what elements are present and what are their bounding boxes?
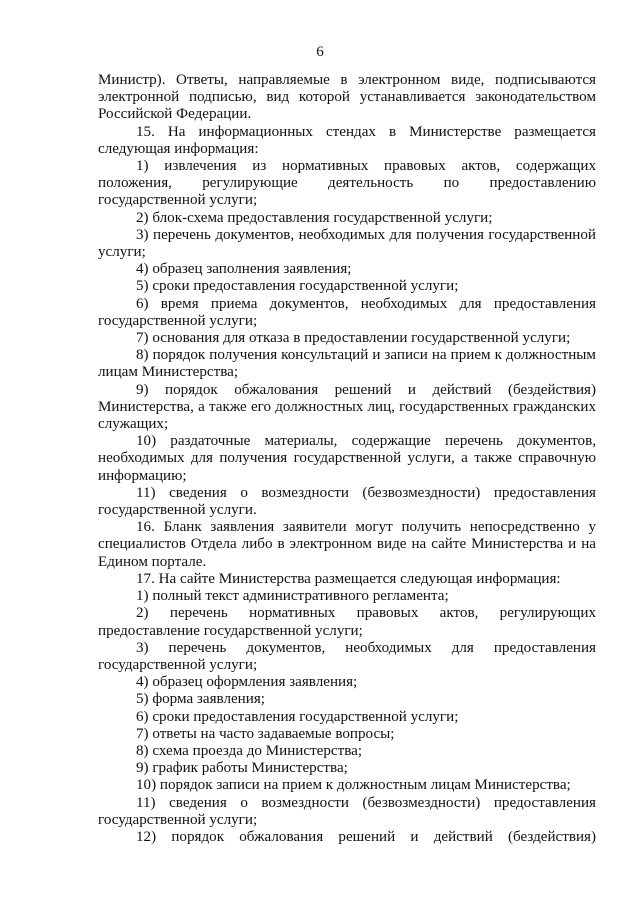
paragraph: 3) перечень документов, необходимых для получения государственной услуги; [98,226,596,261]
paragraph: 2) перечень нормативных правовых актов, регулирующих предоставление государственной услуги; [98,605,596,639]
paragraph: 11) сведения о возмездности (безвозмездности) предоставления государственной услуги; [98,794,596,828]
paragraph: 6) сроки предоставления государственной услуги; [136,708,459,725]
paragraph: 4) образец заполнения заявления; [136,261,352,278]
paragraph: 7) основания для отказа в предоставлении государственной услуги; [136,330,571,347]
paragraph: 8) порядок получения консультаций и записи на прием к должностным лицам Министерства; [98,347,596,381]
paragraph: 1) полный текст административного регламента; [136,588,449,605]
paragraph: 8) схема проезда до Министерства; [136,742,363,759]
page-number: 6 [316,44,324,60]
paragraph: 10) порядок записи на прием к должностным лицам Министерства; [136,777,571,794]
document-body [98,72,596,846]
paragraph: 3) перечень документов, необходимых для предоставления государственной услуги; [98,639,596,673]
paragraph: 2) блок-схема предоставления государственной услуги; [136,209,493,226]
paragraph: 10) раздаточные материалы, содержащие перечень документов, необходимых для получения государственной услуги, а также справочную информацию; [98,433,596,484]
paragraph: 5) сроки предоставления государственной услуги; [136,278,459,295]
paragraph: 17. На сайте Министерства размещается следующая информация: [136,570,561,587]
paragraph: Министр). Ответы, направляемые в электронном виде, подписываются электронной подписью, вид которой устанавливается законодательством Российской Федерации. [98,72,596,123]
paragraph: 15. На информационных стендах в Министерстве размещается следующая информация: [98,123,596,157]
paragraph: 1) извлечения из нормативных правовых актов, содержащих положения, регулирующие деятельность по предоставлению государственной услуги; [98,158,596,209]
paragraph: 16. Бланк заявления заявители могут получить непосредственно у специалистов Отдела либо в электронном виде на сайте Министерства и на Едином портале. [98,519,596,570]
paragraph: 9) порядок обжалования решений и действий (бездействия) Министерства, а также его должностных лиц, государственных гражданских служащих; [98,381,596,433]
paragraph: 9) график работы Министерства; [136,760,348,777]
paragraph: 6) время приема документов, необходимых для предоставления государственной услуги; [98,295,596,329]
paragraph: 11) сведения о возмездности (безвозмездности) предоставления государственной услуги. [98,484,596,519]
paragraph: 7) ответы на часто задаваемые вопросы; [136,725,395,742]
paragraph: 4) образец оформления заявления; [136,674,358,691]
paragraph: 12) порядок обжалования решений и действий (бездействия) [136,828,596,845]
paragraph: 5) форма заявления; [136,691,265,708]
